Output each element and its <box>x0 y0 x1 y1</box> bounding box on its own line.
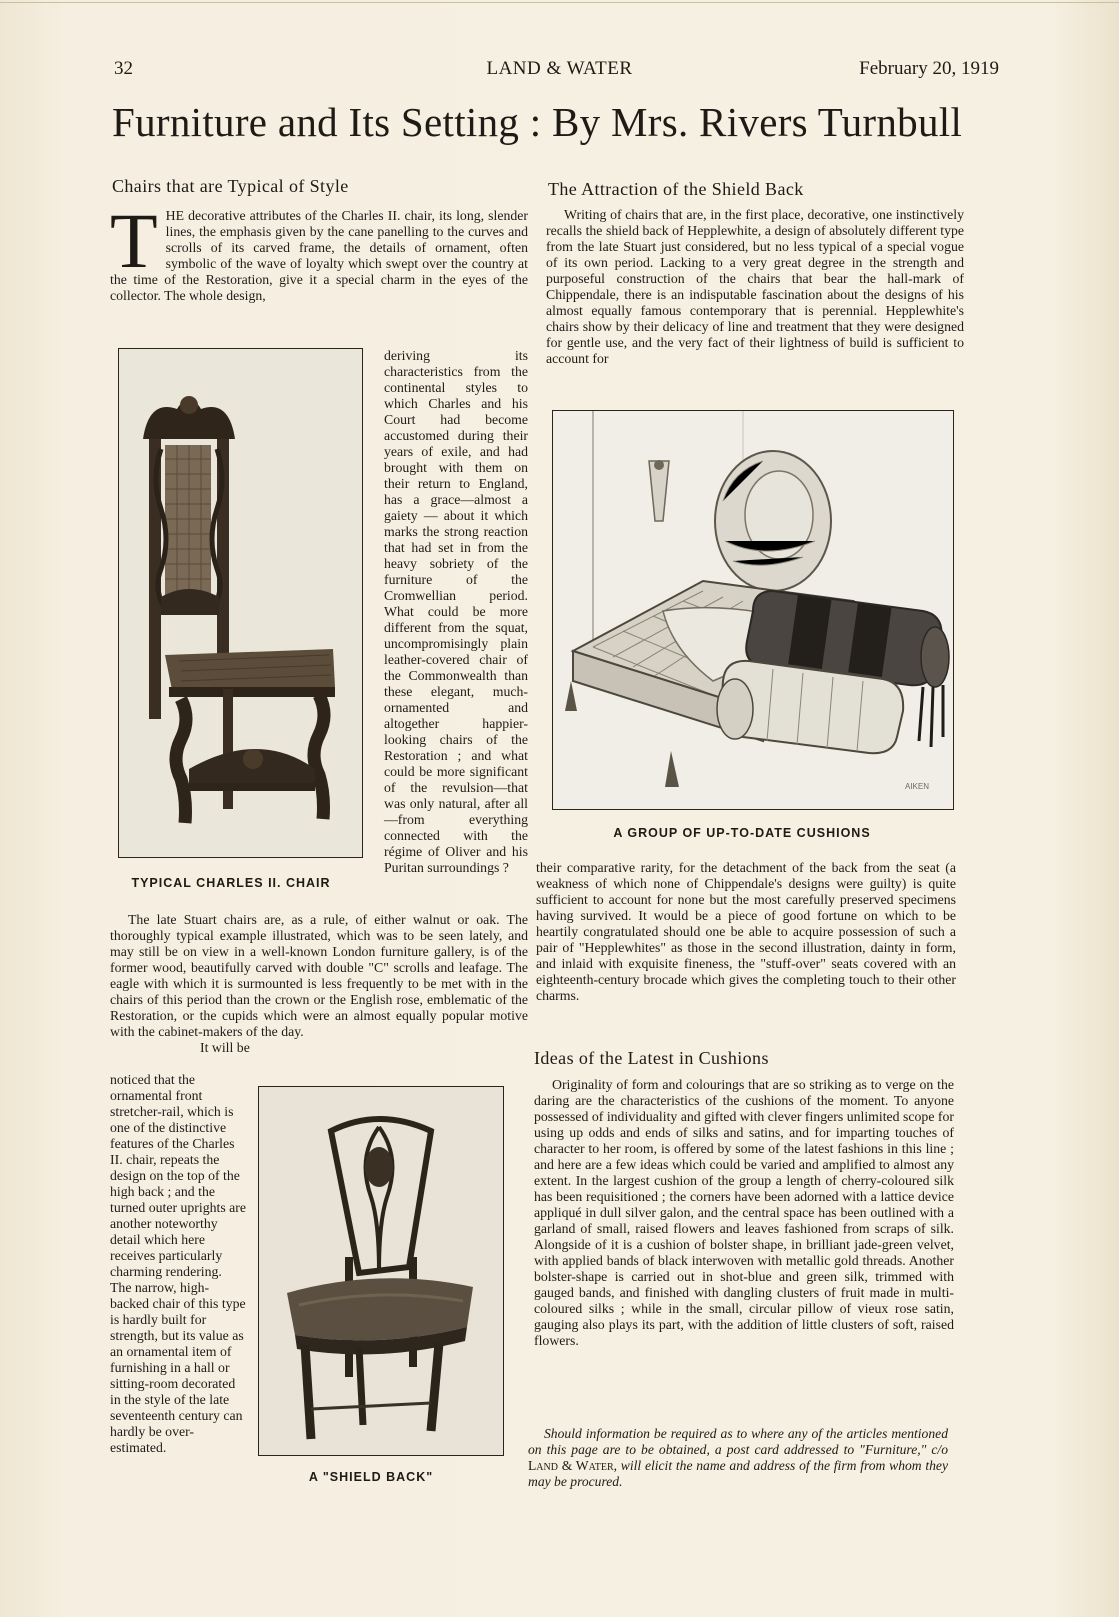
cushions-caption: A GROUP OF UP-TO-DATE CUSHIONS <box>613 826 871 840</box>
inquiry-note <box>528 1426 948 1490</box>
shield-back-caption: A "SHIELD BACK" <box>308 1470 434 1484</box>
note-text-start: Should information be required as to where any of the articles mentioned on this page are to be obtained, a post card addressed to "Furniture," c/o <box>528 1426 948 1457</box>
stuart-paragraph <box>110 912 528 1056</box>
note-magazine-name: Land & Water <box>528 1458 614 1473</box>
shield-back-text: Writing of chairs that are, in the first place, decorative, one instinctively recalls the shield back of Hepplewhite, a design of absolutely different type from the late Stuart just considered, but no less typical of a special vogue of its own period. Lacking to a very great degree in the strength and purposeful construction of the chairs that bear the hall-mark of Chippendale, there is an indisputable fascination about the designs of his almost equally famous contemporary that is perennial. Hepplewhite's chairs show by their delicacy of line and treatment that they were designed for gentle use, and the very fact of their lightness of build is sufficient to account for <box>546 207 964 366</box>
cushions-figure <box>552 410 954 810</box>
shield-back-illustration <box>259 1087 503 1455</box>
section-heading-shield-back: The Attraction of the Shield Back <box>548 179 804 199</box>
intro-paragraph <box>110 197 528 304</box>
page-number: 32 <box>114 58 133 79</box>
charles-chair-figure <box>118 348 363 858</box>
note-text-end: , will elicit the name and address of the firm from whom they may be procured. <box>528 1458 948 1489</box>
shield-back-figure <box>258 1086 504 1456</box>
cushions-paragraph <box>534 1077 954 1349</box>
charles-chair-caption: TYPICAL CHARLES II. CHAIR <box>131 876 331 890</box>
cushions-text: Originality of form and colourings that are so striking as to verge on the daring are the characteristics of the cushions of the moment. To anyone possessed of individuality and gifted with clever fingers unlimited scope for using up odds and ends of silks and satins, and for imparting touches of character to her room, is offered by some of the latest fashions in this line ; and here are a few ideas which could be varied and amplified to almost any extent. In the largest cushion of the group a length of cherry-coloured silk has been requisitioned ; the corners have been adorned with a lattice device appliqué in dull silver galon, and the central space has been outlined with a garland of small, raised flowers and leaves fashioned from scraps of silk. Alongside of it is a cushion of bolster shape, in brilliant jade-green velvet, with applied bands of black interwoven with metallic gold threads. Another bolster-shape is carried out in shot-blue and green silk, trimmed with gauged bands, and finished with dangling clusters of fruit made in multi-coloured silks ; while in the small, circular pillow of vieux rose satin, gauging also plays its part, with the addition of little clusters of soft, raised flowers. <box>534 1077 954 1348</box>
rarity-paragraph: their comparative rarity, for the detachment of the back from the seat (a weakness of which none of Chippendale's designs were guilty) is quite sufficient to account for none but the most carefully preserved specimens having survived. It would be a piece of good fortune on which to be heartily congratulated should one be able to acquire possession of such a pair of "Hepplewhites" as those in the second illustration, dainty in form, and inlaid with exquisite fineness, the "stuff-over" seats covered with an eighteenth-century brocade which gives the completing touch to their other charms. <box>536 860 956 1003</box>
stretcher-rail-text: noticed that the ornamental front stretcher-rail, which is one of the distinctive features of the Charles II. chair, repeats the design on the top of the high back ; and the turned outer uprights are another noteworthy detail which here receives particularly charming rendering. The narrow, high-backed chair of this type is hardly built for strength, but its value as an ornamental item of furnishing in a hall or sitting-room decorated in the style of the late seventeenth century can hardly be over-estimated. <box>110 1072 247 1455</box>
drop-cap: T <box>110 197 158 284</box>
charles-side-text: deriving its characteristics from the continental styles to which Charles and his Court had become accustomed during their years of exile, and had brought with them on their return to England, has a grace—almost a gaiety — about it which marks the strong reaction that had set in from the heavy sobriety of the furniture of the Cromwellian period. What could be more different from the squat, uncompromisingly plain leather-covered chair of the Commonwealth than these elegant, much-ornamented and altogether happier-looking chairs of the Restoration ; and what could be more significant of the revulsion—that was only natural, after all—from everything connected with the régime of Oliver and his Puritan surroundings ? <box>384 348 528 875</box>
shield-back-paragraph <box>546 207 964 367</box>
page-edge-line <box>0 2 1119 3</box>
charles-chair-illustration <box>119 349 362 857</box>
intro-text: HE decorative attributes of the Charles II. chair, its long, slender lines, the emphasis given by the cane panelling to the curves and scrolls of its carved frame, the details of ornament, often symbolic of the wave of loyalty which swept over the country at the time of the Restoration, give it a special charm in the eyes of the collector. The whole design, <box>110 208 528 303</box>
issue-date: February 20, 1919 <box>859 58 999 79</box>
magazine-name: LAND & WATER <box>486 58 633 79</box>
stuart-text: The late Stuart chairs are, as a rule, of either walnut or oak. The thoroughly typical example illustrated, which was to be seen lately, and may still be on view in a well-known London furniture gallery, is of the former wood, beautifully carved with double "C" scrolls and leafage. The eagle with which it is surmounted is less frequently to be met with in the chairs of this period than the crown or the English rose, emblematic of the Restoration, or the cupids which were an almost equally popular motive with the cabinet-makers of the day. <box>110 912 528 1039</box>
article-title: Furniture and Its Setting : By Mrs. Rivers Turnbull <box>112 99 963 145</box>
section-heading-cushions: Ideas of the Latest in Cushions <box>534 1048 769 1068</box>
cushions-signature: AIKEN <box>905 782 930 791</box>
section-heading-chairs: Chairs that are Typical of Style <box>112 176 349 196</box>
cushions-illustration <box>553 411 953 809</box>
stuart-text-tail: It will be <box>200 1040 250 1055</box>
